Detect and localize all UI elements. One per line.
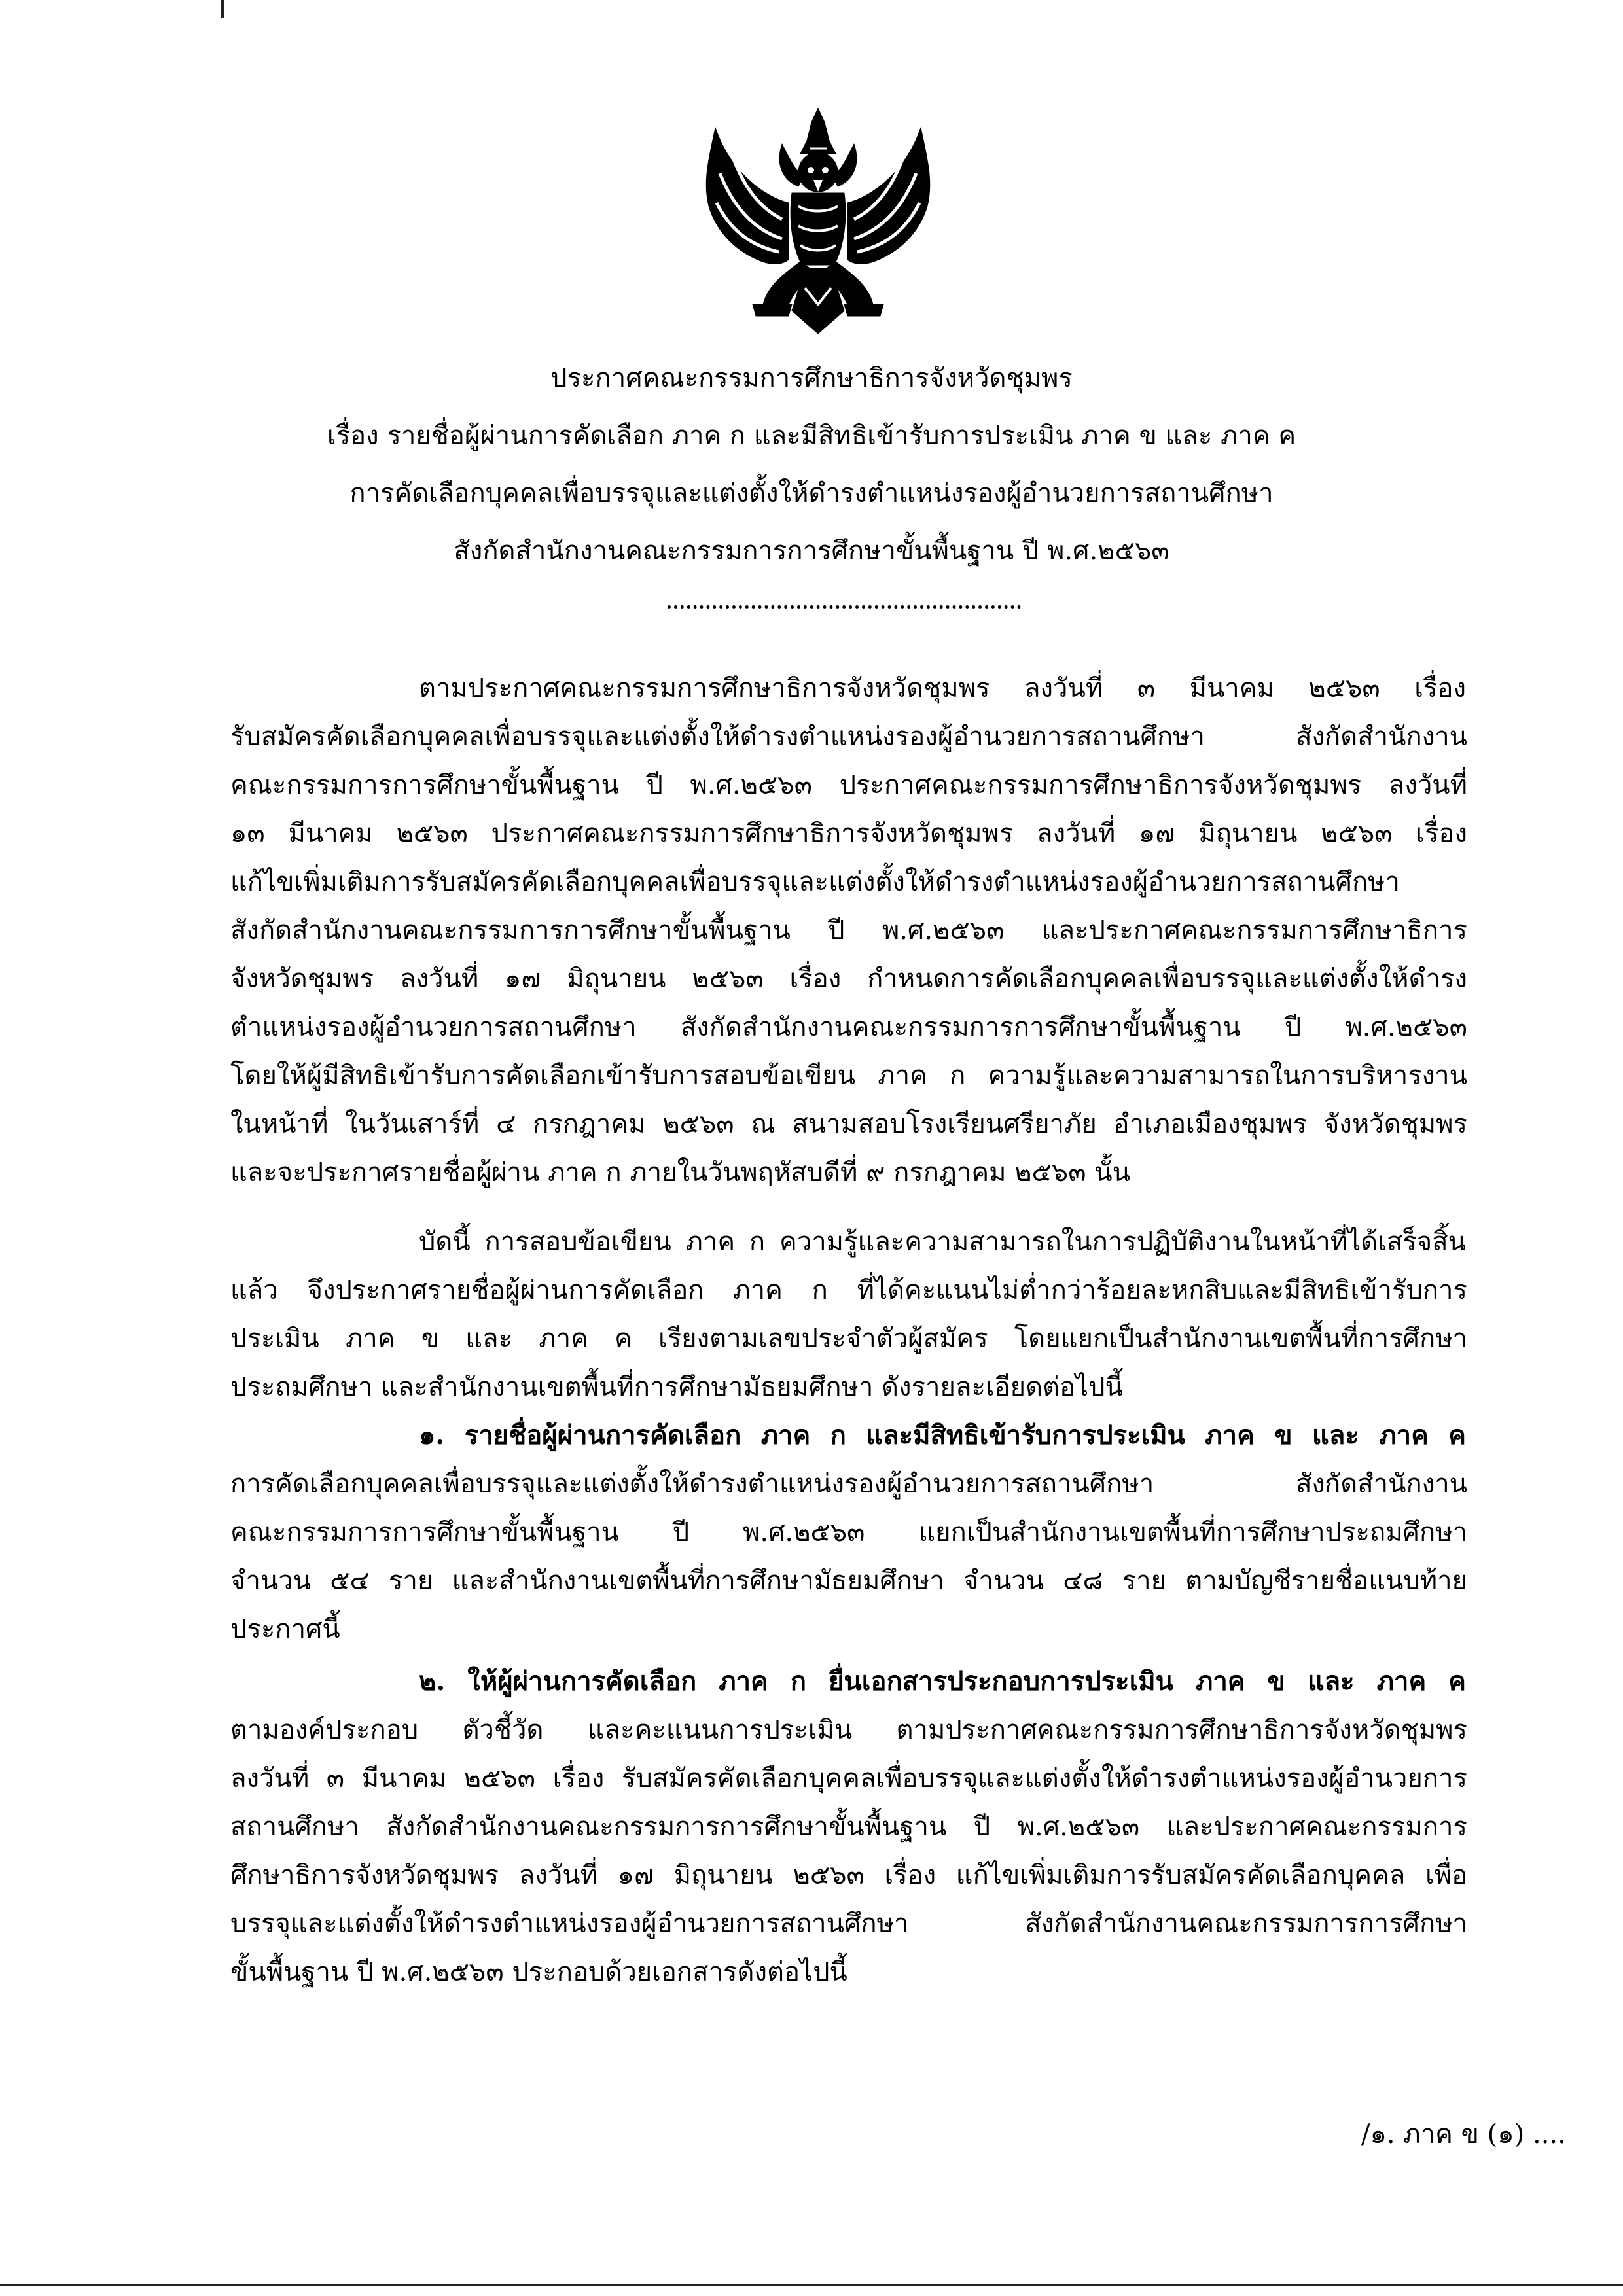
paragraph-1-line: ตำแหน่งรองผู้อำนวยการสถานศึกษา สังกัดสำนักงานคณะกรรมการการศึกษาขั้นพื้นฐาน ปี พ.ศ.๒๕๖๓ <box>230 1012 1467 1042</box>
item-1-heading: ๑. รายชื่อผู้ผ่านการคัดเลือก ภาค ก และมีสิทธิเข้ารับการประเมิน ภาค ข และ ภาค ค <box>419 1420 1466 1451</box>
paragraph-1-line: คณะกรรมการการศึกษาขั้นพื้นฐาน ปี พ.ศ.๒๕๖๓ ประกาศคณะกรรมการศึกษาธิการจังหวัดชุมพร ลงวันที่ <box>230 770 1467 800</box>
item-2-line: สถานศึกษา สังกัดสำนักงานคณะกรรมการการศึกษาขั้นพื้นฐาน ปี พ.ศ.๒๕๖๓ และประกาศคณะกรรมการ <box>230 1812 1467 1842</box>
paragraph-1-line: แก้ไขเพิ่มเติมการรับสมัครคัดเลือกบุคคลเพื่อบรรจุและแต่งตั้งให้ดำรงตำแหน่งรองผู้อำนวยการสถานศึกษา <box>230 867 1400 897</box>
paragraph-1-line: และจะประกาศรายชื่อผู้ผ่าน ภาค ก ภายในวันพฤหัสบดีที่ ๙ กรกฎาคม ๒๕๖๓ นั้น <box>230 1157 1130 1188</box>
garuda-emblem-icon <box>690 108 946 344</box>
item-2-line: ลงวันที่ ๓ มีนาคม ๒๕๖๓ เรื่อง รับสมัครคัดเลือกบุคคลเพื่อบรรจุและแต่งตั้งให้ดำรงตำแหน่งรองผู้อำนวยการ <box>230 1763 1467 1793</box>
header-title: ประกาศคณะกรรมการศึกษาธิการจังหวัดชุมพร <box>550 363 1073 393</box>
page-continuation-note: /๑. ภาค ข (๑) .... <box>1361 2119 1566 2149</box>
item-2-line: ตามองค์ประกอบ ตัวชี้วัด และคะแนนการประเมิน ตามประกาศคณะกรรมการศึกษาธิการจังหวัดชุมพร <box>230 1715 1467 1745</box>
paragraph-1-line: ในหน้าที่ ในวันเสาร์ที่ ๔ กรกฎาคม ๒๕๖๓ ณ สนามสอบโรงเรียนศรียาภัย อำเภอเมืองชุมพร จังหวัดชุมพร <box>230 1109 1467 1139</box>
header-subject-line-2: การคัดเลือกบุคคลเพื่อบรรจุและแต่งตั้งให้ดำรงตำแหน่งรองผู้อำนวยการสถานศึกษา <box>349 478 1274 508</box>
paragraph-1-line: รับสมัครคัดเลือกบุคคลเพื่อบรรจุและแต่งตั้งให้ดำรงตำแหน่งรองผู้อำนวยการสถานศึกษา สังกัดสำนักงาน <box>230 722 1467 752</box>
paragraph-2-line: ประถมศึกษา และสำนักงานเขตพื้นที่การศึกษามัธยมศึกษา ดังรายละเอียดต่อไปนี้ <box>230 1372 1123 1402</box>
item-2-heading: ๒. ให้ผู้ผ่านการคัดเลือก ภาค ก ยื่นเอกสารประกอบการประเมิน ภาค ข และ ภาค ค <box>419 1666 1466 1697</box>
paragraph-1-line: โดยให้ผู้มีสิทธิเข้ารับการคัดเลือกเข้ารับการสอบข้อเขียน ภาค ก ความรู้และความสามารถในการบริหารงาน <box>230 1061 1467 1091</box>
scan-edge-line-bottom <box>0 2284 1623 2286</box>
header-subject-line-3: สังกัดสำนักงานคณะกรรมการการศึกษาขั้นพื้นฐาน ปี พ.ศ.๒๕๖๓ <box>454 536 1169 566</box>
paragraph-1-line: จังหวัดชุมพร ลงวันที่ ๑๗ มิถุนายน ๒๕๖๓ เรื่อง กำหนดการคัดเลือกบุคคลเพื่อบรรจุและแต่งตั้งให้ดำรง <box>230 964 1467 994</box>
paragraph-1-line: ๑๓ มีนาคม ๒๕๖๓ ประกาศคณะกรรมการศึกษาธิการจังหวัดชุมพร ลงวันที่ ๑๗ มิถุนายน ๒๕๖๓ เรื่อง <box>230 819 1467 849</box>
item-1-line: การคัดเลือกบุคคลเพื่อบรรจุและแต่งตั้งให้ดำรงตำแหน่งรองผู้อำนวยการสถานศึกษา สังกัดสำนักงาน <box>230 1469 1467 1499</box>
item-2-line: ศึกษาธิการจังหวัดชุมพร ลงวันที่ ๑๗ มิถุนายน ๒๕๖๓ เรื่อง แก้ไขเพิ่มเติมการรับสมัครคัดเลือกบุคคล เพื่อ <box>230 1860 1468 1890</box>
header-subject: เรื่อง รายชื่อผู้ผ่านการคัดเลือก ภาค ก และมีสิทธิเข้ารับการประเมิน ภาค ข และ ภาค ค <box>327 421 1296 451</box>
item-1-line: ประกาศนี้ <box>230 1614 340 1644</box>
header-separator <box>668 605 1021 609</box>
scan-edge-line <box>221 0 224 18</box>
paragraph-2-line: บัดนี้ การสอบข้อเขียน ภาค ก ความรู้และความสามารถในการปฏิบัติงานในหน้าที่ได้เสร็จสิ้น <box>419 1227 1466 1257</box>
item-1-line: จำนวน ๕๔ ราย และสำนักงานเขตพื้นที่การศึกษามัธยมศึกษา จำนวน ๔๘ ราย ตามบัญชีรายชื่อแนบท้าย <box>230 1566 1467 1596</box>
paragraph-2-line: แล้ว จึงประกาศรายชื่อผู้ผ่านการคัดเลือก ภาค ก ที่ได้คะแนนไม่ต่ำกว่าร้อยละหกสิบและมีสิทธิเข้ารับการ <box>230 1275 1467 1305</box>
item-2-line: ขั้นพื้นฐาน ปี พ.ศ.๒๕๖๓ ประกอบด้วยเอกสารดังต่อไปนี้ <box>230 1957 847 1987</box>
paragraph-1-line: ตามประกาศคณะกรรมการศึกษาธิการจังหวัดชุมพร ลงวันที่ ๓ มีนาคม ๒๕๖๓ เรื่อง <box>419 673 1466 703</box>
item-1-line: คณะกรรมการการศึกษาขั้นพื้นฐาน ปี พ.ศ.๒๕๖๓ แยกเป็นสำนักงานเขตพื้นที่การศึกษาประถมศึกษา <box>230 1517 1467 1547</box>
paragraph-2-line: ประเมิน ภาค ข และ ภาค ค เรียงตามเลขประจำตัวผู้สมัคร โดยแยกเป็นสำนักงานเขตพื้นที่การศึกษา <box>230 1324 1467 1354</box>
paragraph-1-line: สังกัดสำนักงานคณะกรรมการการศึกษาขั้นพื้นฐาน ปี พ.ศ.๒๕๖๓ และประกาศคณะกรรมการศึกษาธิการ <box>230 915 1467 945</box>
item-2-line: บรรจุและแต่งตั้งให้ดำรงตำแหน่งรองผู้อำนวยการสถานศึกษา สังกัดสำนักงานคณะกรรมการการศึกษา <box>230 1909 1467 1939</box>
